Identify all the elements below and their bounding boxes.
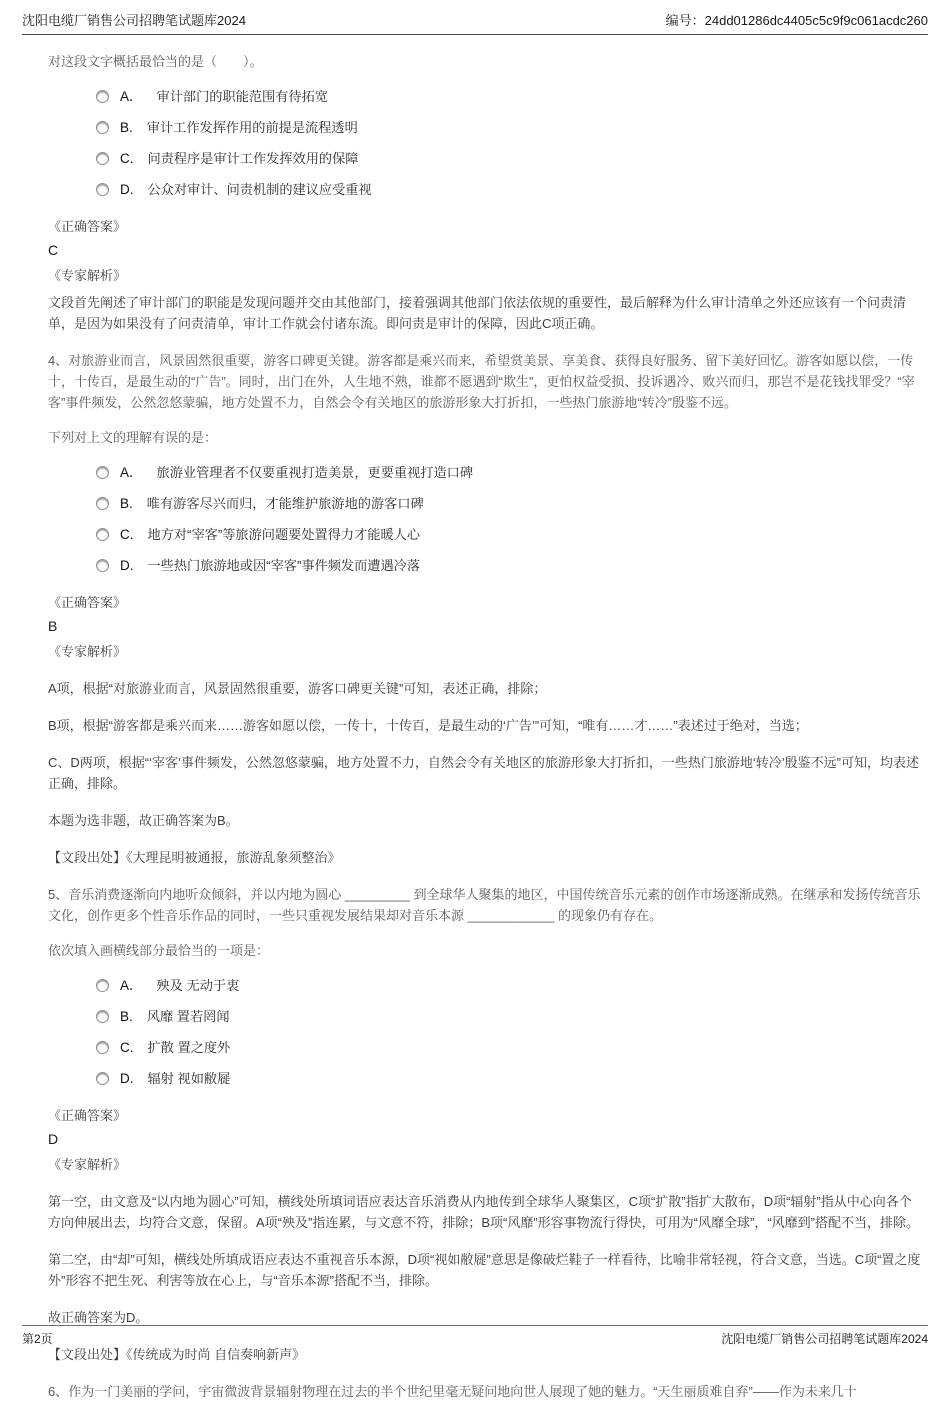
radio-button[interactable]	[96, 497, 109, 510]
option-text: 审计工作发挥作用的前提是流程透明	[146, 120, 358, 135]
analysis-paragraph: C、D两项，根据“‘宰客’事件频发，公然忽悠蒙骗，地方处置不力，自然会令有关地区的旅游形象大打折扣，一些热门旅游地‘转冷’殷鉴不远”可知，均表述正确，排除。	[48, 755, 919, 791]
option-label: D.	[120, 1071, 134, 1086]
option-row-a	[96, 86, 922, 107]
option-text: 扩散 置之度外	[147, 1040, 231, 1055]
analysis-paragraph: A项，根据“对旅游业而言，风景固然很重要，游客口碑更关键”可知，表述正确，排除；	[48, 681, 547, 696]
source-note: 【文段出处】《大理昆明被通报，旅游乱象须整治》	[48, 850, 341, 865]
question-stem: 5、音乐消费逐渐向内地听众倾斜，并以内地为圆心 _________ 到全球华人聚集的地区，中国传统音乐元素的创作市场逐渐成熟。在继承和发扬传统音乐文化，创作更多个性音乐作品的同时，一些只重视发展结果却对音乐本源 ____________ 的现象仍有存在。	[48, 887, 921, 923]
option-list	[48, 975, 922, 1089]
option-label: B.	[120, 496, 133, 511]
option-text: 风靡 置若罔闻	[146, 1009, 230, 1024]
footer-page-number: 第2页	[22, 1332, 53, 1346]
analysis-paragraph: 文段首先阐述了审计部门的职能是发现问题并交由其他部门，接着强调其他部门依法依规的重要性，最后解释为什么审计清单之外还应该有一个问责清单，是因为如果没有了问责清单，审计工作就会付诸东流。即问责是审计的保障，因此C项正确。	[48, 295, 907, 331]
answer-heading: 《正确答案》	[48, 219, 127, 234]
option-text: 问责程序是审计工作发挥效用的保障	[147, 151, 359, 166]
answer-heading: 《正确答案》	[48, 595, 127, 610]
option-row-a	[96, 462, 922, 483]
header-doc-code: 编号：24dd01286dc4405c5c9f9c061acdc260	[665, 13, 928, 28]
radio-button[interactable]	[96, 528, 109, 541]
radio-button[interactable]	[96, 1072, 109, 1085]
analysis-heading: 《专家解析》	[48, 644, 127, 659]
option-label: B.	[120, 120, 133, 135]
radio-button[interactable]	[96, 979, 109, 992]
option-label: B.	[120, 1009, 133, 1024]
option-label: A．	[120, 465, 143, 480]
option-list	[48, 86, 922, 200]
analysis-heading: 《专家解析》	[48, 268, 127, 283]
page-header	[22, 10, 928, 35]
question-block-6	[48, 1381, 922, 1402]
header-doc-title: 沈阳电缆厂销售公司招聘笔试题库2024	[22, 13, 246, 28]
option-text: 公众对审计、问责机制的建议应受重视	[147, 182, 372, 197]
radio-button[interactable]	[96, 559, 109, 572]
option-text: 唯有游客尽兴而归，才能维护旅游地的游客口碑	[146, 496, 424, 511]
radio-button[interactable]	[96, 466, 109, 479]
option-row-b	[96, 117, 922, 138]
option-row-c	[96, 524, 922, 545]
option-row-d	[96, 1068, 922, 1089]
option-row-c	[96, 148, 922, 169]
answer-value: B	[48, 618, 58, 634]
answer-heading: 《正确答案》	[48, 1108, 127, 1123]
footer-doc-title: 沈阳电缆厂销售公司招聘笔试题库2024	[721, 1332, 928, 1346]
analysis-paragraph: 故正确答案为D。	[48, 1310, 149, 1325]
option-row-b	[96, 493, 922, 514]
option-label: C.	[120, 527, 134, 542]
option-row-c	[96, 1037, 922, 1058]
option-text: 一些热门旅游地或因“宰客”事件频发而遭遇冷落	[147, 558, 421, 573]
radio-button[interactable]	[96, 1041, 109, 1054]
question-sub-prompt: 依次填入画横线部分最恰当的一项是：	[48, 943, 270, 958]
source-note: 【文段出处】《传统成为时尚 自信奏响新声》	[48, 1347, 306, 1362]
option-text: 旅游业管理者不仅要重视打造美景，更要重视打造口碑	[156, 465, 474, 480]
option-text: 殃及 无动于衷	[156, 978, 240, 993]
option-row-d	[96, 555, 922, 576]
option-label: A．	[120, 978, 143, 993]
option-text: 审计部门的职能范围有待拓宽	[156, 89, 328, 104]
option-text: 辐射 视如敝屣	[147, 1071, 231, 1086]
radio-button[interactable]	[96, 1010, 109, 1023]
option-row-a	[96, 975, 922, 996]
radio-button[interactable]	[96, 183, 109, 196]
option-label: A．	[120, 89, 143, 104]
page-footer	[22, 1325, 928, 1347]
option-label: C.	[120, 1040, 134, 1055]
radio-button[interactable]	[96, 90, 109, 103]
option-text: 地方对“宰客”等旅游问题要处置得力才能暖人心	[147, 527, 421, 542]
option-row-d	[96, 179, 922, 200]
question-block-3	[48, 51, 922, 334]
question-block-5	[48, 884, 922, 1365]
analysis-heading: 《专家解析》	[48, 1157, 127, 1172]
analysis-paragraph: 第一空，由文意及“以内地为圆心”可知，横线处所填词语应表达音乐消费从内地传到全球华人聚集区，C项“扩散”指扩大散布，D项“辐射”指从中心向各个方向伸展出去，均符合文意，保留。A项“殃及”指连累，与文意不符，排除；B项“风靡”形容事物流行得快，可用为“风靡全球”，“风靡到”搭配不当，排除。	[48, 1194, 919, 1230]
radio-button[interactable]	[96, 152, 109, 165]
question-stem: 4、对旅游业而言，风景固然很重要，游客口碑更关键。游客都是乘兴而来，希望赏美景、享美食、获得良好服务、留下美好回忆。游客如愿以偿，一传十，十传百，是最生动的“广告”。同时，出门在外，人生地不熟，谁都不愿遇到“欺生”，更怕权益受损、投诉遇冷、败兴而归，那岂不是花钱找罪受？“宰客”事件频发，公然忽悠蒙骗，地方处置不力，自然会令有关地区的旅游形象大打折扣，一些热门旅游地“转冷”殷鉴不远。	[48, 353, 915, 410]
question-stem: 6、作为一门美丽的学问，宇宙微波背景辐射物理在过去的半个世纪里毫无疑问地向世人展现了她的魅力。“天生丽质难自弃”——作为未来几十	[48, 1384, 857, 1399]
document-page	[0, 10, 950, 1399]
radio-button[interactable]	[96, 121, 109, 134]
analysis-paragraph: 第二空，由“却”可知，横线处所填成语应表达不重视音乐本源，D项“视如敝屣”意思是像破烂鞋子一样看待，比喻非常轻视，符合文意，当选。C项“置之度外”形容不把生死、利害等放在心上，与“音乐本源”搭配不当，排除。	[48, 1252, 921, 1288]
analysis-paragraph: 本题为选非题，故正确答案为B。	[48, 813, 239, 828]
analysis-paragraph: B项，根据“游客都是乘兴而来……游客如愿以偿，一传十，十传百，是最生动的‘广告’”可知，“唯有……才……”表述过于绝对，当选；	[48, 718, 808, 733]
option-label: C.	[120, 151, 134, 166]
option-row-b	[96, 1006, 922, 1027]
answer-value: D	[48, 1131, 59, 1147]
page-content	[0, 35, 950, 1402]
option-list	[48, 462, 922, 576]
option-label: D.	[120, 558, 134, 573]
option-label: D.	[120, 182, 134, 197]
question-block-4	[48, 350, 922, 868]
question-sub-prompt: 下列对上文的理解有误的是：	[48, 430, 218, 445]
answer-value: C	[48, 242, 59, 258]
question-prompt: 对这段文字概括最恰当的是（ ）。	[48, 54, 263, 69]
